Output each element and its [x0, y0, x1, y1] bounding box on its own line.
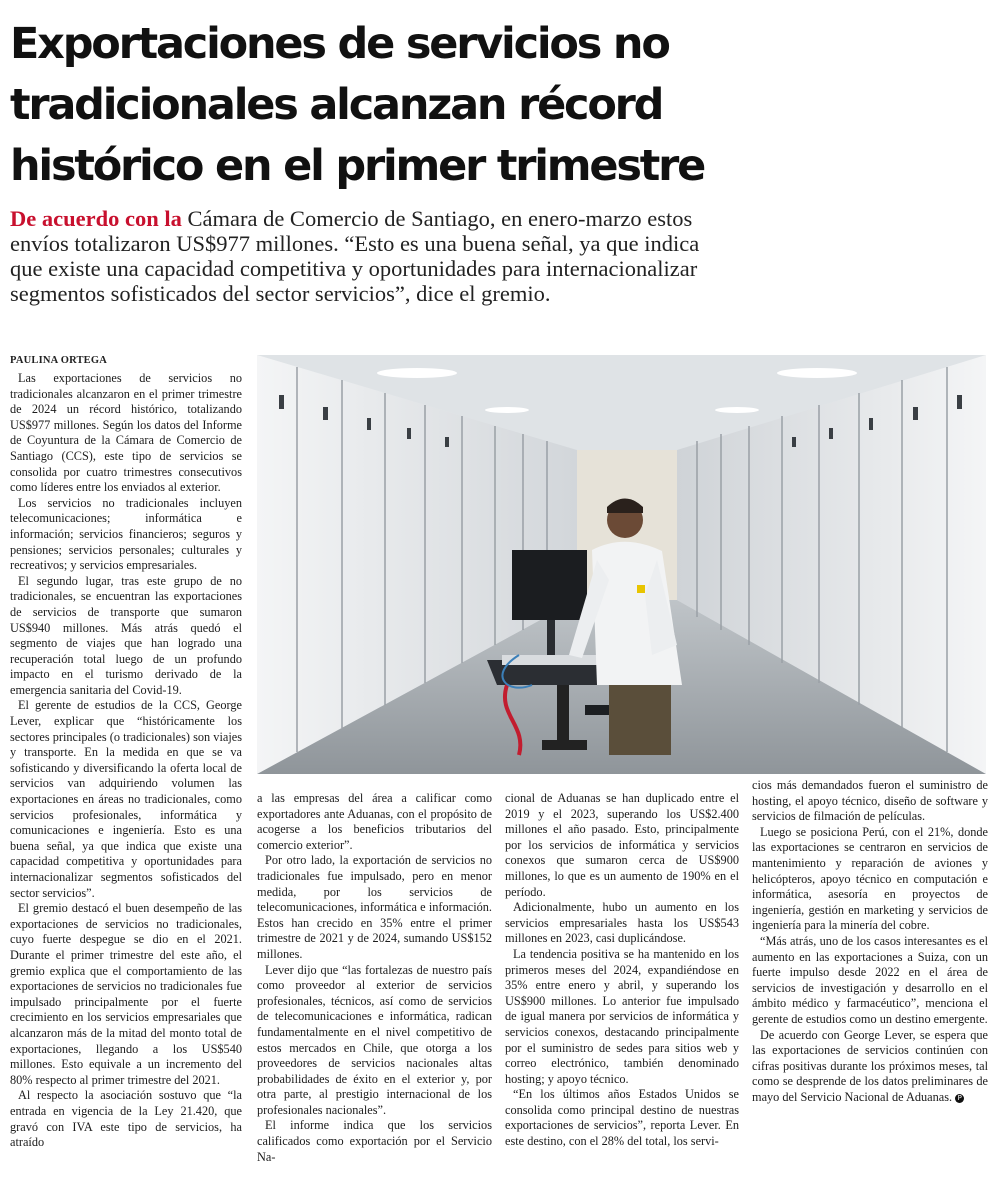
body-paragraph: cios más demandados fueron el suministro de hosting, el apoyo técnico, diseño de software y servicios de filmación de películas.: [752, 778, 988, 824]
body-paragraph: El informe indica que los servicios calificados como exportación por el Servicio Na-: [257, 1118, 492, 1164]
headline: [10, 14, 990, 197]
body-paragraph: Luego se posiciona Perú, con el 21%, donde las exportaciones se centraron en servicios de mantenimiento y reparación de aviones y helicópteros, apoyo técnico en computación e informática, asesoría en proyectos de ingeniería, gestión en marketing y servicios de ingeniería para la minería del cobre.: [752, 824, 988, 933]
lead-line-4: segmentos sofisticados del sector servicios”, dice el gremio.: [10, 281, 551, 306]
body-paragraph: El segundo lugar, tras este grupo de no tradicionales, se encuentran las exportaciones de servicios de transporte que sumaron US$940 millones. Más atrás quedó el segmento de viajes que han logrado una recuperación total luego de un profundo impacto en el turismo derivado de la emergencia sanitaria del Covid-19.: [10, 573, 242, 697]
article-photo: [257, 355, 986, 774]
headline-line: histórico en el primer trimestre: [10, 141, 705, 191]
body-paragraph-final: [752, 1028, 988, 1106]
lead-line-3: que existe una capacidad competitiva y oportunidades para internacionalizar: [10, 256, 698, 281]
body-paragraph: Los servicios no tradicionales incluyen telecomunicaciones; informática e información; servicios financieros; seguros y pensiones; servicios personales; culturales y recreativos; y servicios empresariales.: [10, 495, 242, 573]
lead-line-1: [10, 206, 740, 231]
body-paragraph: Adicionalmente, hubo un aumento en los servicios empresariales hasta los US$543 millones en 2023, casi duplicándose.: [505, 900, 739, 946]
body-paragraph: Por otro lado, la exportación de servicios no tradicionales fue impulsado, pero en menor medida, por los servicios de telecomunicaciones, informática e información. Estos han crecido en 35% entre el primer trimestre de 2021 y de 2024, sumando US$152 millones.: [257, 853, 492, 961]
lead-text: Cámara de Comercio de Santiago, en enero-marzo estos: [181, 206, 693, 231]
author-byline: PAULINA ORTEGA: [10, 355, 108, 366]
lead-line-2: envíos totalizaron US$977 millones. “Esto es una buena señal, ya que indica: [10, 231, 700, 256]
lead-paragraph: [10, 206, 740, 306]
body-paragraph: Al respecto la asociación sostuvo que “la entrada en vigencia de la Ley 21.420, que gravó con IVA este tipo de servicios, ha atraído: [10, 1088, 242, 1150]
body-paragraph: “Más atrás, uno de los casos interesantes es el aumento en las exportaciones a Suiza, con un fuerte impulso desde 2022 en el área de servicios de investigación y desarrollo en el ámbito médico y farmacéutico”, menciona el gerente de estudios como un destino emergente.: [752, 933, 988, 1026]
body-paragraph: “En los últimos años Estados Unidos se consolida como principal destino de nuestras exportaciones de servicios”, reporta Lever. En este destino, con el 28% del total, los servi-: [505, 1087, 739, 1149]
body-paragraph: a las empresas del área a calificar como exportadores ante Aduanas, con el propósito de acogerse a los beneficios tributarios del comercio exterior”.: [257, 791, 492, 852]
body-paragraph: El gremio destacó el buen desempeño de las exportaciones de servicios no tradicionales, cuyo fuerte despegue se dio en el 2021. Durante el primer trimestre del este año, el gremio explica que el comportamiento de las exportaciones de servicios no tradicionales fue impulsado principalmente por el fuerte crecimiento en los servicios empresariales que alcanzaron más de la mitad del monto total de exportaciones, llegando a los US$540 millones. Esto equivale a un incremento del 80% respecto al primer trimestre del 2021.: [10, 901, 242, 1087]
body-paragraph: El gerente de estudios de la CCS, George Lever, explicar que “históricamente los sectores principales (o tradicionales) son viajes y transporte. En la medida en que se va sofisticando y diversificando la oferta local de servicios van adquiriendo volumen las exportaciones en áreas no tradicionales, como servicios profesionales, informática y comunicaciones e ingeniería. Esto es una buena señal, ya que indica que existe una capacidad competitiva y oportunidades para internacionalizar segmentos sofisticados del sector servicios”.: [10, 698, 242, 900]
body-paragraph: cional de Aduanas se han duplicado entre el 2019 y el 2023, superando los US$2.400 millones el año pasado. Esto, principalmente por los servicios de informática y servicios conexos que sumaron cerca de US$900 millones, lo que es un aumento de 190% en el período.: [505, 791, 739, 899]
body-paragraph: La tendencia positiva se ha mantenido en los primeros meses del 2024, expandiéndose en 35% entre enero y abril, y superando los US$900 millones. Lo anterior fue impulsado de igual manera por servicios de informática y servicios conexos, destacando principalmente por el suministro de sedes para sitios web y correo electrónico, también denominado hosting; y apoyo técnico.: [505, 946, 739, 1086]
headline-line: tradicionales alcanzan récord: [10, 80, 663, 130]
data-center-photo: [257, 355, 986, 774]
body-column-3: [505, 791, 739, 1150]
body-paragraph: Las exportaciones de servicios no tradicionales alcanzaron en el primer trimestre de 2024 un récord histórico, totalizando US$977 millones. Según los datos del Informe de Coyuntura de la Cámara de Comercio de Santiago (CCS), este tipo de servicios se consolida por cuatro trimestres consecutivos como líderes entre los enviados al exterior.: [10, 371, 242, 495]
body-column-4: [752, 778, 988, 1105]
lead-kicker: De acuerdo con la: [10, 206, 182, 231]
headline-line: Exportaciones de servicios no: [10, 19, 669, 69]
final-paragraph-text: De acuerdo con George Lever, se espera que las exportaciones de servicios continúen con cifras positivas durante los próximos meses, tal como se desprende de los datos preliminares de mayo del Servicio Nacional de Aduanas.: [752, 1027, 988, 1104]
body-column-1: [10, 371, 242, 1151]
body-paragraph: Lever dijo que “las fortalezas de nuestro país como proveedor al exterior de servicios profesionales, técnicos, así como de servicios de telecomunicaciones e informática, radican fundamentalmente en el nivel competitivo de estos mercados en Chile, que otorga a los proveedores de servicios nacionales altas probabilidades de éxito en el exterior y, por otra parte, al prestigio internacional de los profesionales nacionales”.: [257, 962, 492, 1117]
end-of-article-icon: P: [955, 1094, 964, 1103]
body-column-2: [257, 791, 492, 1165]
